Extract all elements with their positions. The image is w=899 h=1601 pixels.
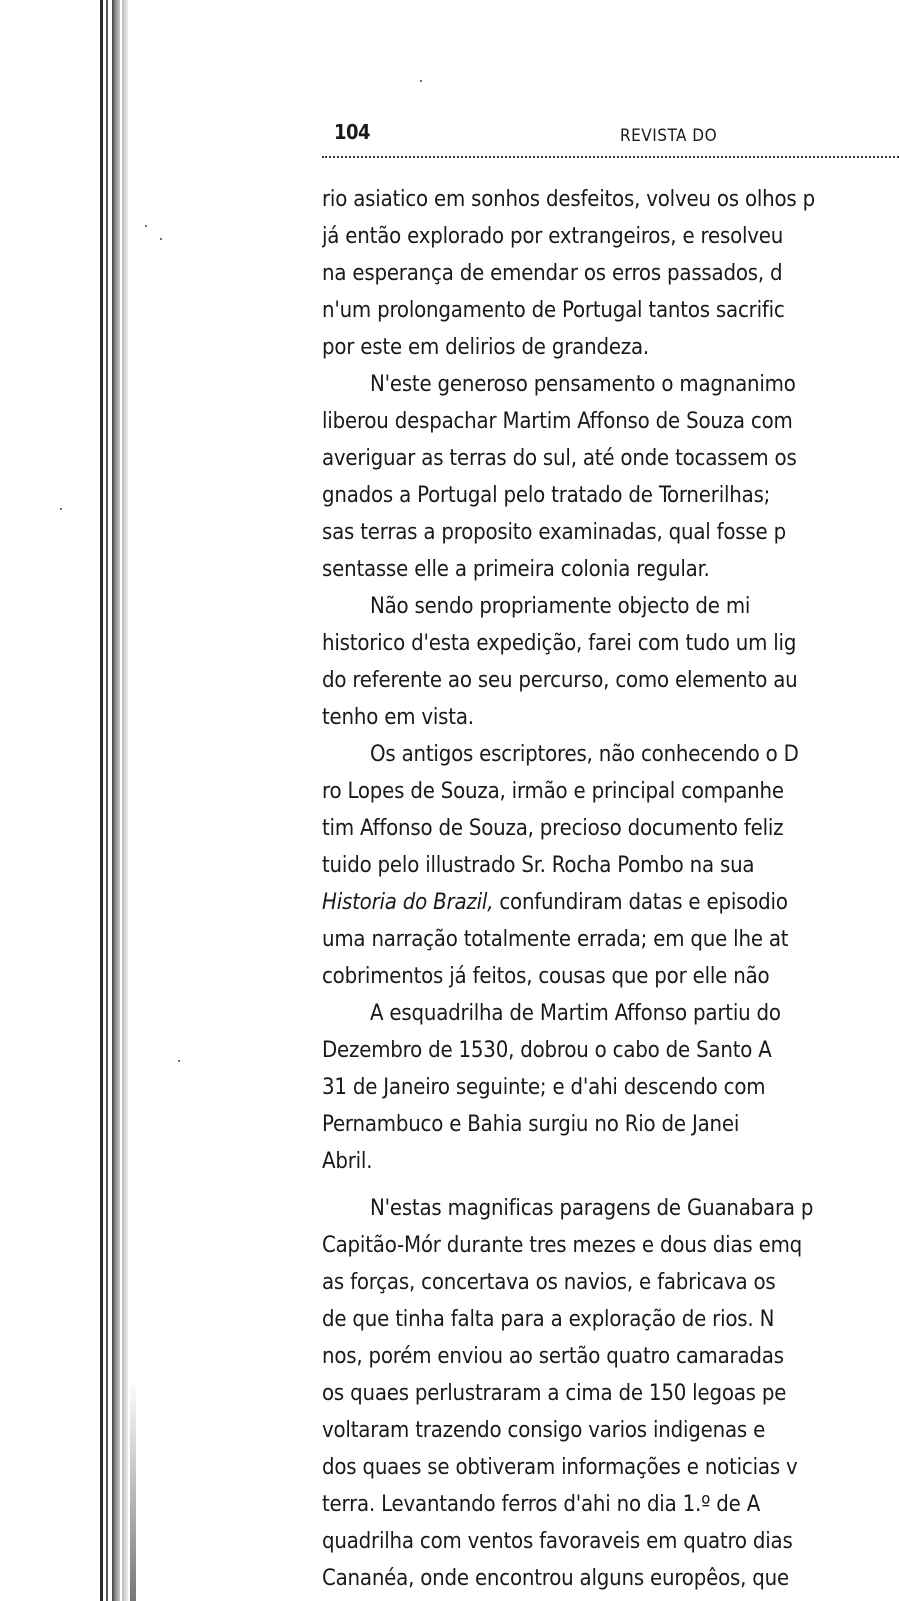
text-line: tuido pelo illustrado Sr. Rocha Pombo na sua xyxy=(322,853,755,878)
text-line: Abril. xyxy=(322,1149,373,1174)
text-line: Cananéa, onde encontrou alguns europêos, que xyxy=(322,1566,789,1591)
text-line xyxy=(322,884,899,921)
text-line: N'estas magnificas paragens de Guanabara p xyxy=(370,1196,814,1221)
text-line: uma narração totalmente errada; em que lhe at xyxy=(322,927,789,952)
text-line: sentasse elle a primeira colonia regular. xyxy=(322,557,710,582)
text-line: Pernambuco e Bahia surgiu no Rio de Janei xyxy=(322,1112,740,1137)
page-number: 104 xyxy=(334,120,371,144)
text-line: tim Affonso de Souza, precioso documento feliz xyxy=(322,816,784,841)
text-line: os quaes perlustraram a cima de 150 legoas pe xyxy=(322,1381,787,1406)
text-line-rest: confundiram datas e episodio xyxy=(493,890,788,915)
text-line: por este em delirios de grandeza. xyxy=(322,335,649,360)
text-line: averiguar as terras do sul, até onde tocassem os xyxy=(322,446,797,471)
text-line: nos, porém enviou ao sertão quatro camaradas xyxy=(322,1344,784,1369)
text-line: gnados a Portugal pelo tratado de Tornerilhas; xyxy=(322,483,771,508)
text-line: rio asiatico em sonhos desfeitos, volveu os olhos p xyxy=(322,187,815,212)
text-line: A esquadrilha de Martim Affonso partiu do xyxy=(370,1001,781,1026)
header-rule xyxy=(322,156,899,161)
text-line: as forças, concertava os navios, e fabricava os xyxy=(322,1270,776,1295)
scan-speck xyxy=(160,238,162,240)
text-line: Os antigos escriptores, não conhecendo o D xyxy=(370,742,799,767)
running-head xyxy=(334,120,894,150)
text-line: ro Lopes de Souza, irmão e principal companhe xyxy=(322,779,784,804)
body-text xyxy=(322,181,899,1591)
scan-speck xyxy=(145,225,147,227)
text-line: 31 de Janeiro seguinte; e d'ahi descendo com xyxy=(322,1075,766,1100)
text-line: tenho em vista. xyxy=(322,705,474,730)
text-line: na esperança de emendar os erros passados, d xyxy=(322,261,783,286)
text-line: dos quaes se obtiveram informações e noticias v xyxy=(322,1455,798,1480)
text-line: terra. Levantando ferros d'ahi no dia 1.º de A xyxy=(322,1492,761,1517)
text-line: cobrimentos já feitos, cousas que por elle não xyxy=(322,964,770,989)
book-binding-gutter xyxy=(92,0,148,1601)
text-line: quadrilha com ventos favoraveis em quatro dias xyxy=(322,1529,793,1554)
text-line: voltaram trazendo consigo varios indigenas e xyxy=(322,1418,766,1443)
scan-speck xyxy=(420,80,422,82)
text-line: sas terras a proposito examinadas, qual fosse p xyxy=(322,520,786,545)
text-line: já então explorado por extrangeiros, e resolveu xyxy=(322,224,784,249)
scan-speck xyxy=(60,508,62,510)
text-line: de que tinha falta para a exploração de rios. N xyxy=(322,1307,775,1332)
text-line: n'um prolongamento de Portugal tantos sacrific xyxy=(322,298,785,323)
book-title-italic: Historia do Brazil, xyxy=(322,890,494,915)
text-line: Capitão-Mór durante tres mezes e dous dias emq xyxy=(322,1233,803,1258)
text-line: do referente ao seu percurso, como elemento au xyxy=(322,668,798,693)
text-line: Não sendo propriamente objecto de mi xyxy=(370,594,751,619)
text-line: N'este generoso pensamento o magnanimo xyxy=(370,372,796,397)
text-line: liberou despachar Martim Affonso de Souza com xyxy=(322,409,793,434)
running-title: REVISTA DO xyxy=(620,126,718,146)
text-line: historico d'esta expedição, farei com tudo um lig xyxy=(322,631,797,656)
scan-speck xyxy=(178,1060,180,1062)
text-line: Dezembro de 1530, dobrou o cabo de Santo A xyxy=(322,1038,772,1063)
